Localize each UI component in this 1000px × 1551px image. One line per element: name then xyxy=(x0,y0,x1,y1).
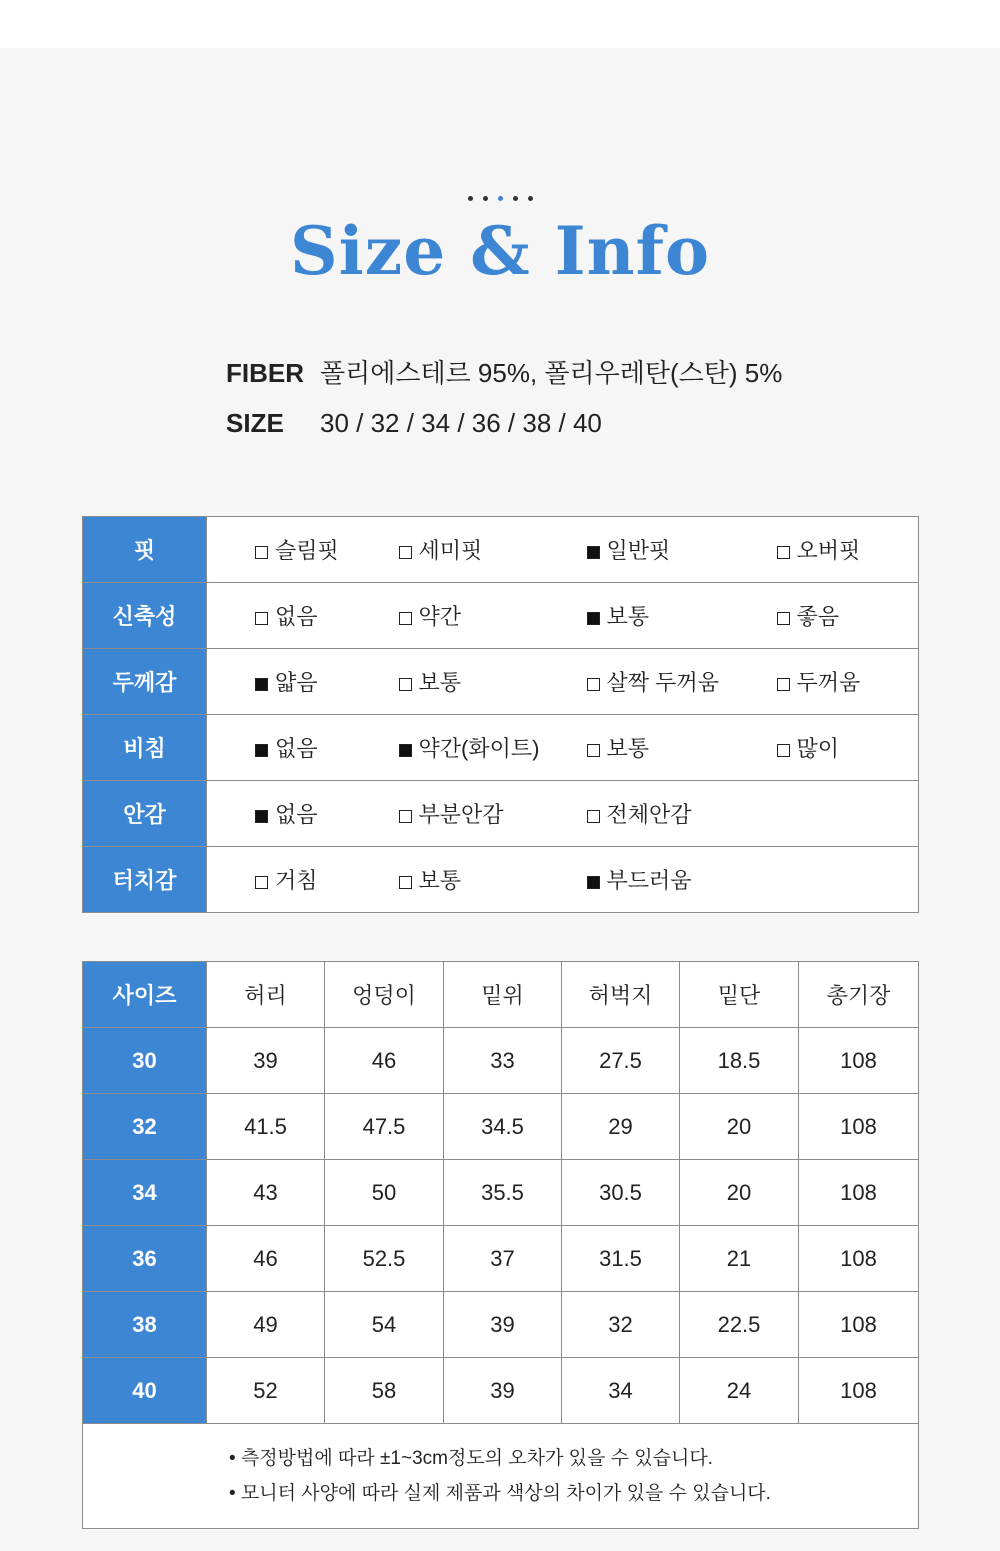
column-header: 허벅지 xyxy=(562,962,680,1028)
attribute-row xyxy=(83,583,919,649)
checked-box-icon xyxy=(399,744,412,757)
option-cell xyxy=(353,649,539,715)
note-line: • 모니터 사양에 따라 실제 제품과 색상의 차이가 있을 수 있습니다. xyxy=(229,1476,918,1511)
measure-cell: 35.5 xyxy=(444,1160,562,1226)
size-info xyxy=(226,408,602,439)
measure-cell: 58 xyxy=(325,1358,444,1424)
option-cell xyxy=(207,649,353,715)
option-cell xyxy=(539,649,729,715)
unchecked-box-icon xyxy=(777,744,790,757)
option-cell xyxy=(207,517,353,583)
measure-cell: 24 xyxy=(680,1358,799,1424)
option-label: 보통 xyxy=(606,604,650,629)
size-table xyxy=(82,961,919,1529)
attribute-name: 비침 xyxy=(83,715,207,781)
option-cell xyxy=(353,781,539,847)
option-cell xyxy=(539,517,729,583)
option-label: 없음 xyxy=(275,604,318,629)
unchecked-box-icon xyxy=(777,612,790,625)
unchecked-box-icon xyxy=(777,678,790,691)
column-header: 사이즈 xyxy=(83,962,207,1028)
option-label: 약간 xyxy=(418,604,462,629)
unchecked-box-icon xyxy=(399,546,412,559)
option-cell xyxy=(353,583,539,649)
option-label: 좋음 xyxy=(796,604,840,629)
dot-icon xyxy=(483,196,488,201)
measure-cell: 47.5 xyxy=(325,1094,444,1160)
option-cell xyxy=(729,715,919,781)
size-table-header xyxy=(83,962,919,1028)
option-label: 오버핏 xyxy=(796,538,861,563)
size-cell: 36 xyxy=(83,1226,207,1292)
option-cell xyxy=(729,583,919,649)
size-cell: 40 xyxy=(83,1358,207,1424)
note-line: • 측정방법에 따라 ±1~3cm정도의 오차가 있을 수 있습니다. xyxy=(229,1441,918,1476)
checked-box-icon xyxy=(587,546,600,559)
measure-cell: 108 xyxy=(799,1226,919,1292)
size-cell: 38 xyxy=(83,1292,207,1358)
fiber-info xyxy=(226,353,782,390)
option-label: 약간(화이트) xyxy=(418,736,540,761)
size-cell: 32 xyxy=(83,1094,207,1160)
dot-icon xyxy=(498,196,503,201)
option-label: 보통 xyxy=(418,868,462,893)
option-label: 부드러움 xyxy=(606,868,692,893)
attribute-name: 핏 xyxy=(83,517,207,583)
option-cell xyxy=(207,781,353,847)
measure-cell: 18.5 xyxy=(680,1028,799,1094)
unchecked-box-icon xyxy=(399,810,412,823)
table-row xyxy=(83,1358,919,1424)
option-cell xyxy=(353,517,539,583)
option-cell xyxy=(207,583,353,649)
measure-cell: 108 xyxy=(799,1358,919,1424)
option-label: 없음 xyxy=(275,802,318,827)
unchecked-box-icon xyxy=(399,612,412,625)
measure-cell: 33 xyxy=(444,1028,562,1094)
measure-cell: 39 xyxy=(207,1028,325,1094)
measure-cell: 31.5 xyxy=(562,1226,680,1292)
measure-cell: 20 xyxy=(680,1160,799,1226)
option-cell xyxy=(353,847,539,913)
option-label: 보통 xyxy=(418,670,462,695)
unchecked-box-icon xyxy=(255,612,268,625)
unchecked-box-icon xyxy=(399,678,412,691)
attribute-table xyxy=(82,516,919,913)
size-value: 30 / 32 / 34 / 36 / 38 / 40 xyxy=(320,408,602,438)
option-label: 얇음 xyxy=(275,670,318,695)
measure-cell: 22.5 xyxy=(680,1292,799,1358)
size-label: SIZE xyxy=(226,408,284,438)
measure-cell: 108 xyxy=(799,1094,919,1160)
option-label: 살짝 두꺼움 xyxy=(606,670,719,695)
table-row xyxy=(83,1028,919,1094)
top-band xyxy=(0,0,1000,48)
option-cell xyxy=(539,583,729,649)
measure-cell: 29 xyxy=(562,1094,680,1160)
unchecked-box-icon xyxy=(777,546,790,559)
checked-box-icon xyxy=(255,678,268,691)
fiber-value: 폴리에스테르 95%, 폴리우레탄(스탄) 5% xyxy=(320,358,783,388)
measure-cell: 21 xyxy=(680,1226,799,1292)
measure-cell: 50 xyxy=(325,1160,444,1226)
attribute-name: 안감 xyxy=(83,781,207,847)
measure-cell: 108 xyxy=(799,1028,919,1094)
measure-cell: 39 xyxy=(444,1292,562,1358)
option-label: 많이 xyxy=(796,736,840,761)
checked-box-icon xyxy=(587,612,600,625)
attribute-row xyxy=(83,847,919,913)
table-row xyxy=(83,1226,919,1292)
measure-cell: 37 xyxy=(444,1226,562,1292)
option-label: 부분안감 xyxy=(418,802,504,827)
page-title: Size & Info xyxy=(289,212,711,290)
attribute-name: 두께감 xyxy=(83,649,207,715)
option-label: 세미핏 xyxy=(418,538,483,563)
column-header: 밑단 xyxy=(680,962,799,1028)
measure-cell: 30.5 xyxy=(562,1160,680,1226)
option-label: 두꺼움 xyxy=(796,670,861,695)
measure-cell: 34 xyxy=(562,1358,680,1424)
column-header: 총기장 xyxy=(799,962,919,1028)
option-cell xyxy=(729,847,919,913)
measure-cell: 52.5 xyxy=(325,1226,444,1292)
measure-cell: 52 xyxy=(207,1358,325,1424)
unchecked-box-icon xyxy=(399,876,412,889)
measure-cell: 43 xyxy=(207,1160,325,1226)
unchecked-box-icon xyxy=(255,546,268,559)
option-cell xyxy=(729,517,919,583)
unchecked-box-icon xyxy=(255,876,268,889)
measure-cell: 46 xyxy=(325,1028,444,1094)
checked-box-icon xyxy=(255,810,268,823)
table-row xyxy=(83,1094,919,1160)
option-cell xyxy=(207,847,353,913)
option-cell xyxy=(729,649,919,715)
attribute-row xyxy=(83,715,919,781)
measure-cell: 39 xyxy=(444,1358,562,1424)
option-cell xyxy=(207,715,353,781)
option-label: 없음 xyxy=(275,736,318,761)
option-cell xyxy=(539,715,729,781)
column-header: 허리 xyxy=(207,962,325,1028)
measure-cell: 27.5 xyxy=(562,1028,680,1094)
option-label: 전체안감 xyxy=(606,802,692,827)
column-header: 엉덩이 xyxy=(325,962,444,1028)
option-cell xyxy=(539,781,729,847)
size-cell: 34 xyxy=(83,1160,207,1226)
option-label: 거침 xyxy=(275,868,318,893)
checked-box-icon xyxy=(587,876,600,889)
table-row xyxy=(83,1160,919,1226)
dot-icon xyxy=(513,196,518,201)
option-label: 슬림핏 xyxy=(275,538,339,563)
table-row xyxy=(83,1292,919,1358)
measure-cell: 46 xyxy=(207,1226,325,1292)
checked-box-icon xyxy=(255,744,268,757)
fiber-label: FIBER xyxy=(226,358,304,388)
size-cell: 30 xyxy=(83,1028,207,1094)
dot-icon xyxy=(468,196,473,201)
dot-icon xyxy=(528,196,533,201)
option-cell xyxy=(729,781,919,847)
unchecked-box-icon xyxy=(587,810,600,823)
notes xyxy=(83,1424,919,1529)
measure-cell: 108 xyxy=(799,1292,919,1358)
attribute-row xyxy=(83,649,919,715)
measure-cell: 34.5 xyxy=(444,1094,562,1160)
measure-cell: 20 xyxy=(680,1094,799,1160)
unchecked-box-icon xyxy=(587,678,600,691)
option-cell xyxy=(539,847,729,913)
option-label: 보통 xyxy=(606,736,650,761)
attribute-name: 터치감 xyxy=(83,847,207,913)
measure-cell: 41.5 xyxy=(207,1094,325,1160)
column-header: 밑위 xyxy=(444,962,562,1028)
attribute-row xyxy=(83,517,919,583)
measure-cell: 49 xyxy=(207,1292,325,1358)
attribute-name: 신축성 xyxy=(83,583,207,649)
decorative-dots xyxy=(0,190,1000,208)
unchecked-box-icon xyxy=(587,744,600,757)
attribute-row xyxy=(83,781,919,847)
option-cell xyxy=(353,715,539,781)
option-label: 일반핏 xyxy=(606,538,671,563)
measure-cell: 108 xyxy=(799,1160,919,1226)
measure-cell: 32 xyxy=(562,1292,680,1358)
measure-cell: 54 xyxy=(325,1292,444,1358)
